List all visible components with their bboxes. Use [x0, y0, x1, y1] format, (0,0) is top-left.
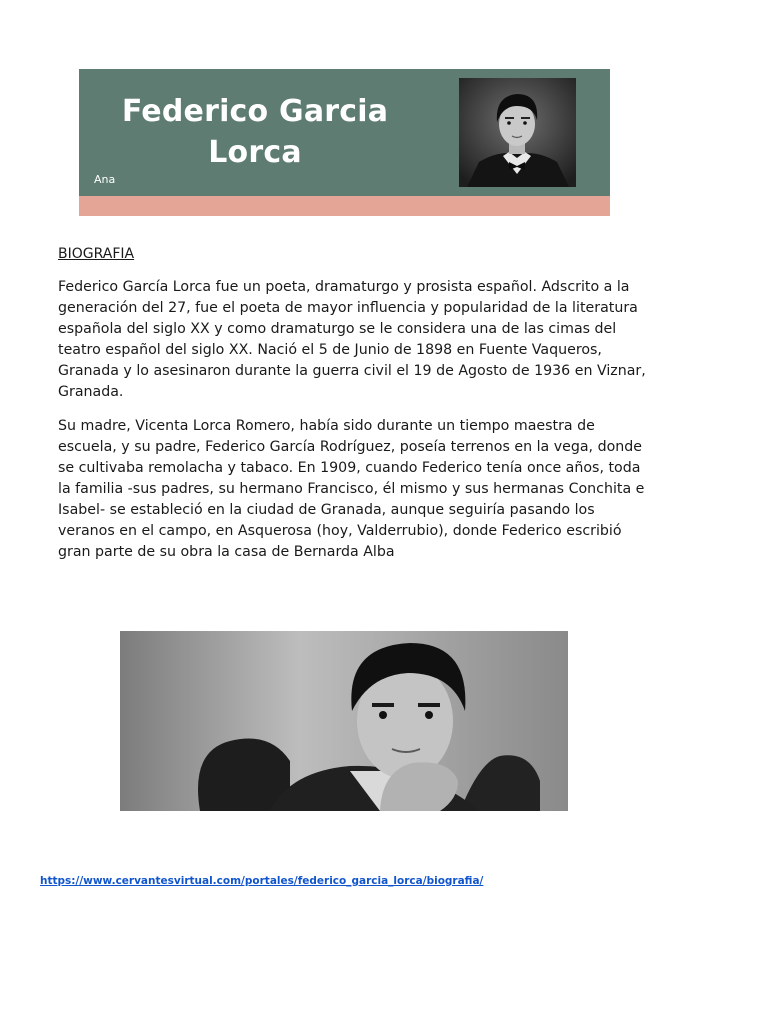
source-link[interactable]: https://www.cervantesvirtual.com/portales/federico_garcia_lorca/biografia/ — [40, 875, 484, 887]
portrait-photo-large — [120, 631, 568, 811]
title-banner — [79, 69, 610, 216]
family-paragraph: Su madre, Vicenta Lorca Romero, había sido durante un tiempo maestra de escuela, y su padre, Federico García Rodríguez, poseía terrenos en la vega, donde se cultivaba remolacha y tabaco. En 1909, cuando Federico tenía once años, toda la familia -sus padres, su hermano Francisco, él mismo y sus hermanas Conchita e Isabel- se estableció en la ciudad de Granada, aunque seguiría pasando los veranos en el campo, en Asquerosa (hoy, Valderrubio), donde Federico escribió gran parte de su obra la casa de Bernarda Alba — [58, 418, 645, 560]
banner-accent-strip — [79, 196, 610, 216]
section-heading: BIOGRAFIA — [58, 246, 135, 262]
portrait-photo-small — [459, 78, 576, 187]
biography-paragraph: Federico García Lorca fue un poeta, dramaturgo y prosista español. Adscrito a la generación del 27, fue el poeta de mayor influencia y popularidad de la literatura española del siglo XX y como dramaturgo se le considera una de las cimas del teatro español del siglo XX. Nació el 5 de Junio de 1898 en Fuente Vaqueros, Granada y lo asesinaron durante la guerra civil el 19 de Agosto de 1936 en Viznar, Granada. — [58, 279, 646, 400]
author-name: Ana — [94, 173, 116, 186]
document-title: Federico Garcia Lorca — [121, 94, 389, 170]
